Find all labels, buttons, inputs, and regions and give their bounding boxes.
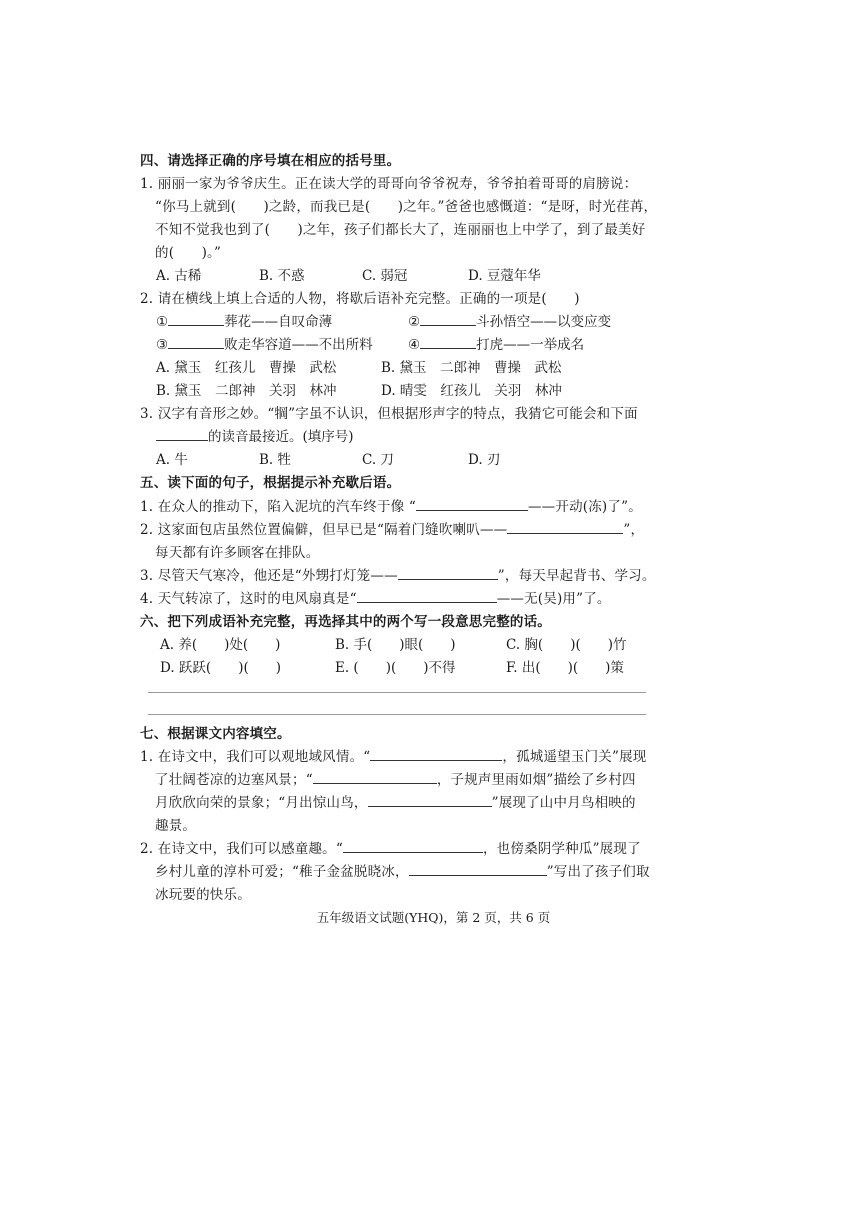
item-text: 打虎——一举成名 — [476, 337, 585, 353]
item-number: ① — [156, 314, 169, 330]
s5-q3 — [140, 565, 660, 587]
answer-blank[interactable] — [416, 496, 528, 511]
s6-idiom-d: D. 跃跃( )( ) — [160, 660, 281, 676]
answer-blank[interactable] — [409, 861, 547, 876]
s4-q2-stem: 2. 请在横线上填上合适的人物，将歇后语补充完整。正确的一项是( ) — [140, 291, 580, 307]
s4-q2-option-d: D. 晴雯 红孩儿 关羽 林冲 — [381, 383, 562, 399]
s7-q1-line1-text-a: 1. 在诗文中，我们可以观地域风情。“ — [140, 749, 371, 765]
s7-q2-line1-text-a: 2. 在诗文中，我们可以感童趣。“ — [140, 841, 343, 857]
s4-q2-item-2 — [408, 311, 611, 333]
s5-q4-text-b: ——无(吴)用”了。 — [496, 591, 611, 607]
answer-blank[interactable] — [368, 792, 492, 807]
answer-blank[interactable] — [420, 334, 476, 349]
s6-idiom-c: C. 胸( )( )竹 — [506, 637, 627, 653]
answer-blank[interactable] — [357, 588, 497, 603]
s7-q2-line2-text-a: 乡村儿童的淳朴可爱；“稚子金盆脱晓冰， — [155, 864, 409, 880]
s6-idiom-a: A. 养( )处( ) — [160, 637, 281, 653]
answer-blank[interactable] — [168, 311, 224, 326]
item-text: 斗孙悟空——以变应变 — [476, 314, 612, 330]
s7-q2-line3: 冰玩要的快乐。 — [155, 887, 251, 903]
s7-q1-line2-text-b: ，子规声里雨如烟”描绘了乡村四 — [436, 772, 636, 788]
s5-q1-text-a: 1. 在众人的推动下，陷入泥坑的汽车终于像 “ — [140, 499, 416, 515]
s7-q2-line1-text-b: ，也傍桑阴学种瓜”展现了 — [482, 841, 641, 857]
item-text: 败走华容道——不出所料 — [224, 337, 373, 353]
s7-q1-line3-text-b: ”展现了山中月鸟相映的 — [491, 795, 636, 811]
s7-q1-line1-text-b: ，孤城遥望玉门关”展现 — [502, 749, 647, 765]
s4-q1-line1: 1. 丽丽一家为爷爷庆生。正在读大学的哥哥向爷爷祝寿，爷爷拍着哥哥的肩膀说： — [140, 176, 638, 192]
page-footer: 五年级语文试题(YHQ)，第 2 页，共 6 页 — [316, 910, 551, 925]
writing-line-1[interactable] — [148, 692, 646, 693]
s4-q1-line2: “你马上就到( )之龄，而我已是( )之年。”爸爸也感慨道：“是呀，时光荏苒， — [155, 199, 658, 215]
s5-q3-text-a: 3. 尽管天气寒冷，他还是“外甥打灯笼—— — [140, 568, 398, 584]
s4-q2-option-b-second: B. 黛玉 二郎神 关羽 林冲 — [156, 383, 337, 399]
section-7-heading: 七、根据课文内容填空。 — [140, 726, 291, 742]
answer-blank[interactable] — [343, 838, 483, 853]
answer-blank[interactable] — [370, 746, 502, 761]
s7-q1-line2-text-a: 了壮阔苍凉的边塞风景；“ — [155, 772, 313, 788]
s7-q1-line3-text-a: 月欣欣向荣的景象；“月出惊山鸟， — [155, 795, 368, 811]
s6-idiom-e: E. ( )( )不得 — [335, 660, 456, 676]
item-number: ③ — [156, 337, 169, 353]
s4-q3-option-a: A. 牛 — [156, 452, 188, 468]
s4-q2-option-b-first: B. 黛玉 二郎神 曹操 武松 — [381, 360, 562, 376]
s7-q2-line2-text-b: ”写出了孩子们取 — [546, 864, 650, 880]
s5-q3-text-b: ”，每天早起背书、学习。 — [497, 568, 656, 584]
s4-q1-line4: 的( )。” — [155, 245, 222, 261]
s4-q1-option-a: A. 古稀 — [156, 268, 202, 284]
section-5-heading: 五、读下面的句子，根据提示补充歇后语。 — [140, 475, 401, 491]
s4-q3-option-d: D. 刃 — [468, 452, 501, 468]
item-text: 葬花——自叹命薄 — [224, 314, 333, 330]
s5-q2-text-b: ”， — [623, 522, 645, 538]
answer-blank[interactable] — [507, 519, 623, 534]
s4-q2-option-a: A. 黛玉 红孩儿 曹操 武松 — [156, 360, 337, 376]
section-4-heading: 四、请选择正确的序号填在相应的括号里。 — [140, 153, 401, 169]
s5-q4 — [140, 588, 660, 610]
s4-q3-line2 — [156, 426, 354, 448]
s5-q4-text-a: 4. 天气转凉了，这时的电风扇真是“ — [140, 591, 357, 607]
s6-idiom-b: B. 手( )眼( ) — [335, 637, 456, 653]
s5-q1-text-b: ——开动(冻)了”。 — [527, 499, 642, 515]
s4-q2-item-1 — [156, 311, 332, 333]
s5-q2-text-a: 2. 这家面包店虽然位置偏僻，但早已是“隔着门缝吹喇叭—— — [140, 522, 508, 538]
section-6-heading: 六、把下列成语补充完整，再选择其中的两个写一段意思完整的话。 — [140, 614, 551, 630]
s6-idiom-f: F. 出( )( )策 — [506, 660, 624, 676]
s7-q1-line2 — [155, 769, 675, 791]
s7-q2-line2 — [155, 861, 675, 883]
s7-q1-line1 — [140, 746, 660, 768]
item-number: ② — [408, 314, 421, 330]
s7-q2-line1 — [140, 838, 660, 860]
writing-line-2[interactable] — [148, 714, 646, 715]
s7-q1-line4: 趣景。 — [155, 818, 197, 834]
item-number: ④ — [408, 337, 421, 353]
answer-blank[interactable] — [398, 565, 498, 580]
s4-q3-line1: 3. 汉字有音形之妙。“犅”字虽不认识，但根据形声字的特点，我猜它可能会和下面 — [140, 406, 638, 422]
answer-blank[interactable] — [313, 769, 437, 784]
s4-q1-option-b: B. 不惑 — [259, 268, 305, 284]
s4-q3-line2-text: 的读音最接近。(填序号) — [208, 429, 354, 445]
s7-q1-line3 — [155, 792, 675, 814]
answer-blank[interactable] — [420, 311, 476, 326]
s4-q3-option-c: C. 刀 — [362, 452, 394, 468]
s4-q1-option-d: D. 豆蔻年华 — [468, 268, 541, 284]
s4-q1-option-c: C. 弱冠 — [362, 268, 408, 284]
answer-blank[interactable] — [168, 334, 224, 349]
answer-blank[interactable] — [156, 426, 208, 441]
s4-q2-item-3 — [156, 334, 373, 356]
s4-q1-line3: 不知不觉我也到了( )之年，孩子们都长大了，连丽丽也上中学了，到了最美好 — [155, 222, 646, 238]
s5-q1 — [140, 496, 660, 518]
s4-q2-item-4 — [408, 334, 584, 356]
s5-q2 — [140, 519, 660, 541]
s5-q2-line2: 每天都有许多顾客在排队。 — [155, 545, 320, 561]
s4-q3-option-b: B. 牲 — [259, 452, 292, 468]
